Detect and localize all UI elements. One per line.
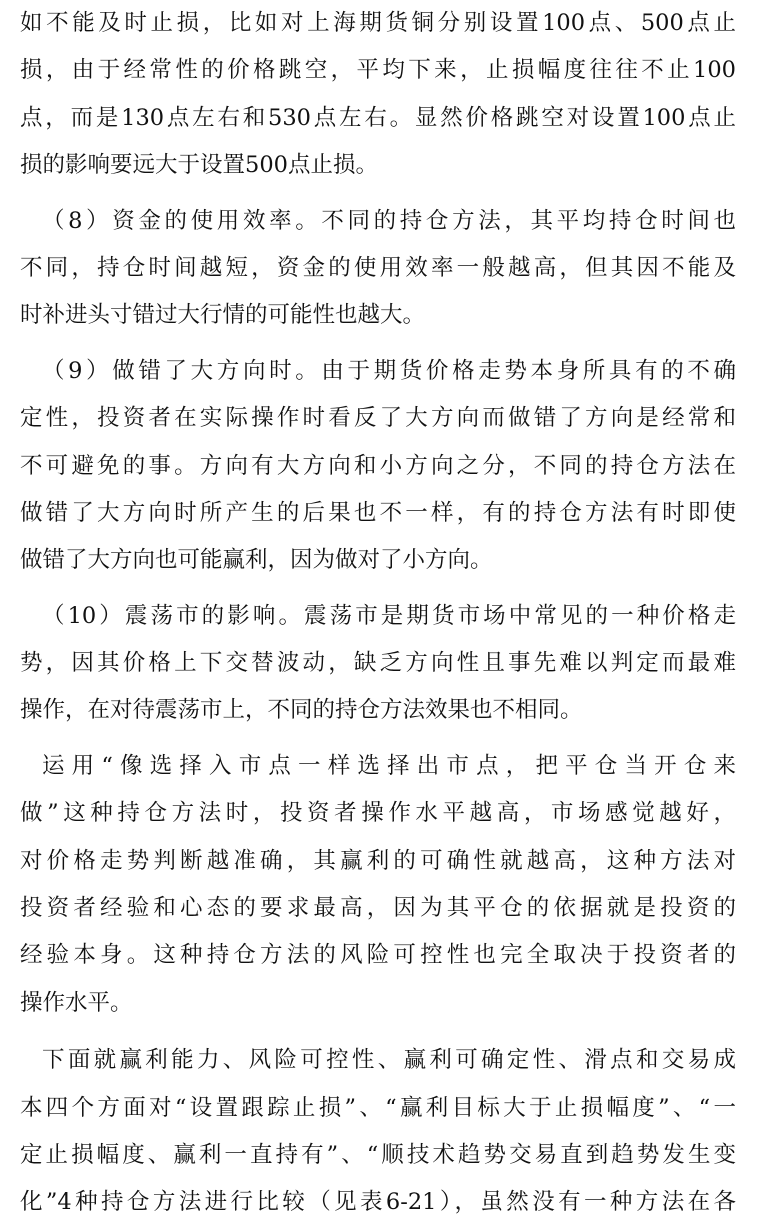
text-line: 运用“像选择入市点一样选择出市点，把平仓当开仓来 [42,752,736,779]
text-line: 下面就赢利能力、风险可控性、赢利可确定性、滑点和交易成 [42,1047,736,1074]
text-line: 化”4种持仓方法进行比较（见表6-21），虽然没有一种方法在各 [20,1189,736,1216]
text-line: 对价格走势判断越准确，其赢利的可确性就越高，这种方法对 [20,847,736,874]
paragraph-exit-method [20,743,736,1027]
text-line: （8）资金的使用效率。不同的持仓方法，其平均持仓时间也 [42,207,736,234]
text-line: 操作水平。 [20,989,133,1016]
text-line: 如不能及时止损，比如对上海期货铜分别设置100点、500点止 [20,10,736,36]
paragraph-wrong-direction [20,348,736,585]
text-line: 不可避免的事。方向有大方向和小方向之分，不同的持仓方法在 [20,452,736,479]
text-line: 做错了大方向时所产生的后果也不一样，有的持仓方法有时即使 [20,499,736,526]
text-line: 点，而是130点左右和530点左右。显然价格跳空对设置100点止 [20,104,736,131]
text-line: 损的影响要远大于设置500点止损。 [20,152,378,179]
text-line: （10）震荡市的影响。震荡市是期货市场中常见的一种价格走 [42,602,736,629]
text-line: 损，由于经常性的价格跳空，平均下来，止损幅度往往不止100 [20,57,736,84]
text-line: 不同，持仓时间越短，资金的使用效率一般越高，但其因不能及 [20,254,736,281]
text-line: （9）做错了大方向时。由于期货价格走势本身所具有的不确 [42,357,736,384]
text-line: 做”这种持仓方法时，投资者操作水平越高，市场感觉越好， [20,800,736,827]
text-line: 做错了大方向也可能赢利，因为做对了小方向。 [20,547,493,574]
paragraph-ranging-market [20,593,736,735]
paragraph-comparison [20,1037,736,1227]
text-line: 定性，投资者在实际操作时看反了大方向而做错了方向是经常和 [20,405,736,432]
text-line: 操作，在对待震荡市上，不同的持仓方法效果也不相同。 [20,697,583,724]
text-line: 经验本身。这种持仓方法的风险可控性也完全取决于投资者的 [20,942,736,969]
paragraph-stop-loss-gap [20,0,736,190]
text-line: 定止损幅度、赢利一直持有”、“顺技术趋势交易直到趋势发生变 [20,1141,736,1168]
text-line: 本四个方面对“设置跟踪止损”、“赢利目标大于止损幅度”、“一 [20,1094,736,1121]
paragraph-capital-efficiency [20,198,736,340]
text-line: 势，因其价格上下交替波动，缺乏方向性且事先难以判定而最难 [20,650,736,677]
text-line: 投资者经验和心态的要求最高，因为其平仓的依据就是投资的 [20,895,736,922]
text-line: 时补进头寸错过大行情的可能性也越大。 [20,302,426,329]
